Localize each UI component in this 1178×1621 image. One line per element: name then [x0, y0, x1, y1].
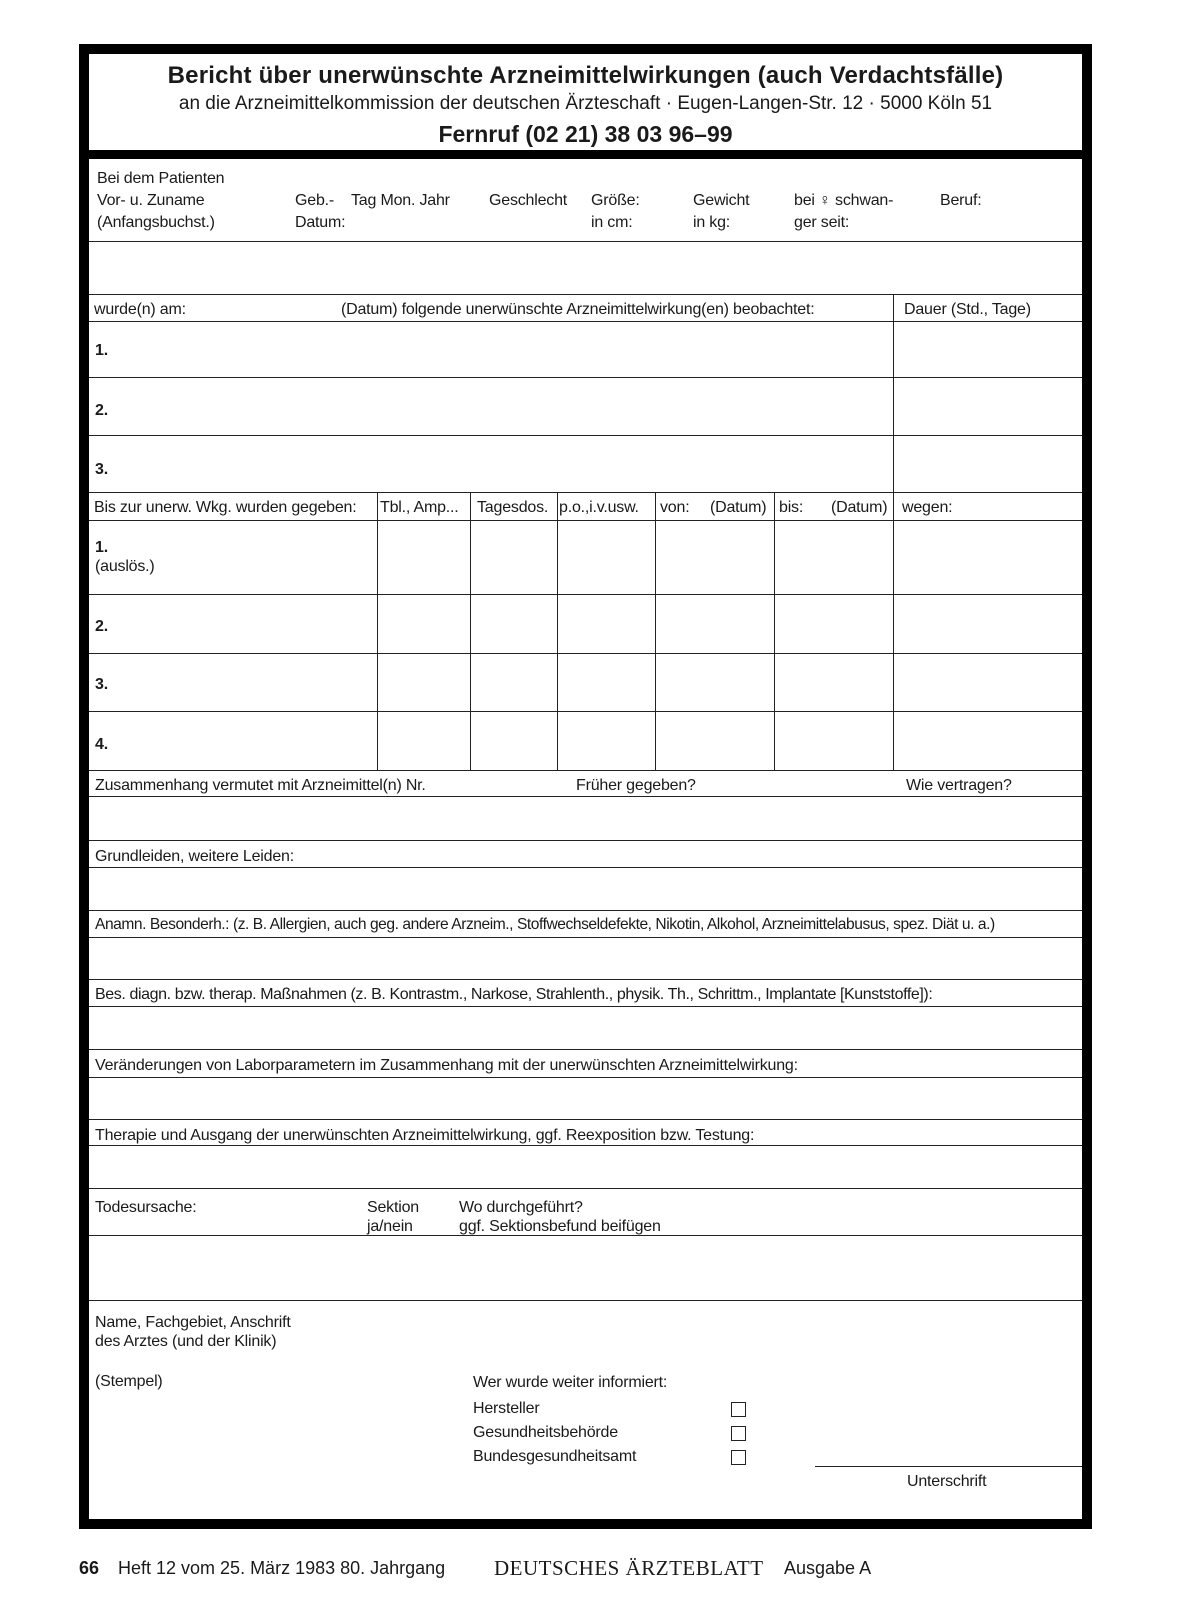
- drug-row-input-4[interactable]: [378, 712, 1082, 770]
- physician-label: Name, Fachgebiet, Anschrift: [95, 1314, 291, 1331]
- route-header: p.o.,i.v.usw.: [559, 499, 639, 516]
- drug-row-input-1[interactable]: [378, 521, 1082, 594]
- divider: [89, 910, 1082, 911]
- relation-input[interactable]: [89, 797, 1082, 840]
- federal-office-checkbox[interactable]: [731, 1450, 746, 1465]
- drugs-given-label: Bis zur unerw. Wkg. wurden gegeben:: [94, 499, 357, 516]
- lab-changes-input[interactable]: [89, 1078, 1082, 1119]
- earlier-given-label: Früher gegeben?: [576, 777, 696, 794]
- divider: [89, 1119, 1082, 1120]
- measures-input[interactable]: [89, 1007, 1082, 1049]
- suspected-drug-label: Zusammenhang vermutet mit Arzneimittel(n) Nr.: [95, 777, 426, 794]
- tolerated-label: Wie vertragen?: [906, 777, 1012, 794]
- drug-form-header: Tbl., Amp...: [380, 499, 459, 516]
- divider: [89, 770, 1082, 771]
- stamp-label: (Stempel): [95, 1373, 163, 1390]
- duration-input-3[interactable]: [894, 436, 1082, 492]
- height-unit: in cm:: [591, 214, 633, 231]
- divider: [89, 1300, 1082, 1301]
- daily-dose-header: Tagesdos.: [477, 499, 549, 516]
- death-input[interactable]: [89, 1236, 1082, 1300]
- drug-row-trigger-label: (auslös.): [95, 558, 155, 575]
- lab-changes-label: Veränderungen von Laborparametern im Zusammenhang mit der unerwünschten Arzneimittelwirkung:: [95, 1057, 798, 1074]
- duration-input-2[interactable]: [894, 378, 1082, 435]
- effect-row-number: 3.: [95, 461, 108, 478]
- effect-input-3[interactable]: [89, 436, 893, 492]
- patient-name-label: Vor- u. Zuname: [97, 192, 205, 209]
- autopsy-location-label: Wo durchgeführt?: [459, 1199, 583, 1216]
- patient-input-field[interactable]: [89, 242, 1082, 294]
- drug-row-number: 2.: [95, 618, 108, 635]
- effect-input-1[interactable]: [89, 322, 893, 377]
- drug-row-number: 4.: [95, 736, 108, 753]
- drug-row-number: 1.: [95, 539, 108, 556]
- effect-input-2[interactable]: [89, 378, 893, 435]
- autopsy-label: Sektion: [367, 1199, 419, 1216]
- drug-row-number: 3.: [95, 676, 108, 693]
- from-header: von:: [660, 499, 690, 516]
- patient-intro: Bei dem Patienten: [97, 170, 225, 187]
- duration-input-1[interactable]: [894, 322, 1082, 377]
- duration-label: Dauer (Std., Tage): [904, 301, 1031, 318]
- sex-label: Geschlecht: [489, 192, 568, 209]
- observed-date-label: wurde(n) am:: [94, 301, 186, 318]
- from-date-header: (Datum): [710, 499, 767, 516]
- drug-row-input-3[interactable]: [378, 654, 1082, 711]
- underlying-disease-input[interactable]: [89, 868, 1082, 910]
- cause-of-death-label: Todesursache:: [95, 1199, 197, 1216]
- physician-sublabel: des Arztes (und der Klinik): [95, 1333, 277, 1350]
- anamnesis-label: Anamn. Besonderh.: (z. B. Allergien, auch geg. andere Arzneim., Stoffwechseldefekte, Nikotin, Alkohol, Arzneimittelabusus, spez. Diät u. a.): [95, 916, 995, 933]
- patient-name-sublabel: (Anfangsbuchst.): [97, 214, 215, 231]
- height-label: Größe:: [591, 192, 640, 209]
- underlying-disease-label: Grundleiden, weitere Leiden:: [95, 848, 294, 865]
- signature-line: [815, 1466, 1082, 1467]
- effect-row-number: 1.: [95, 342, 108, 359]
- divider: [89, 979, 1082, 980]
- observed-effects-label: (Datum) folgende unerwünschte Arzneimittelwirkung(en) beobachtet:: [341, 301, 815, 318]
- manufacturer-checkbox[interactable]: [731, 1402, 746, 1417]
- signature-field[interactable]: [815, 1440, 1082, 1466]
- option-manufacturer-label: Hersteller: [473, 1400, 540, 1417]
- form-address: an die Arzneimittelkommission der deutschen Ärzteschaft · Eugen-Langen-Str. 12 · 5000 Köln 51: [178, 93, 993, 114]
- pregnancy-label: bei ♀ schwan-: [794, 192, 894, 209]
- divider: [89, 840, 1082, 841]
- therapy-outcome-label: Therapie und Ausgang der unerwünschten Arzneimittelwirkung, ggf. Reexposition bzw. Testung:: [95, 1127, 755, 1144]
- reason-header: wegen:: [902, 499, 953, 516]
- therapy-outcome-input[interactable]: [89, 1146, 1082, 1188]
- weight-unit: in kg:: [693, 214, 731, 231]
- divider: [89, 294, 1082, 295]
- health-authority-checkbox[interactable]: [731, 1426, 746, 1441]
- drug-row-input-2[interactable]: [378, 595, 1082, 653]
- header-divider: [89, 150, 1082, 159]
- birth-date-label: Geb.-: [295, 192, 335, 209]
- form-title: Bericht über unerwünschte Arzneimittelwirkungen (auch Verdachtsfälle): [167, 62, 1004, 89]
- birth-date-sublabel: Datum:: [295, 214, 346, 231]
- option-federal-office-label: Bundesgesundheitsamt: [473, 1448, 637, 1465]
- form-phone: Fernruf (02 21) 38 03 96–99: [438, 121, 733, 147]
- signature-label: Unterschrift: [907, 1473, 987, 1490]
- issue-info: Heft 12 vom 25. März 1983 80. Jahrgang: [118, 1558, 446, 1578]
- divider: [89, 492, 1082, 493]
- pregnancy-sublabel: ger seit:: [794, 214, 850, 231]
- informed-label: Wer wurde weiter informiert:: [473, 1374, 668, 1391]
- journal-name: DEUTSCHES ÄRZTEBLATT: [494, 1556, 764, 1580]
- divider: [89, 1049, 1082, 1050]
- autopsy-yes-no: ja/nein: [367, 1218, 413, 1235]
- option-health-authority-label: Gesundheitsbehörde: [473, 1424, 618, 1441]
- to-date-header: (Datum): [831, 499, 888, 516]
- to-header: bis:: [779, 499, 804, 516]
- divider: [89, 1188, 1082, 1189]
- weight-label: Gewicht: [693, 192, 750, 209]
- anamnesis-input[interactable]: [89, 938, 1082, 979]
- measures-label: Bes. diagn. bzw. therap. Maßnahmen (z. B. Kontrastm., Narkose, Strahlenth., physik. Th., Schrittm., Implantate [Kunststoffe]):: [95, 986, 933, 1003]
- effect-row-number: 2.: [95, 402, 108, 419]
- page-number: 66: [79, 1558, 100, 1578]
- occupation-label: Beruf:: [940, 192, 982, 209]
- autopsy-report-note: ggf. Sektionsbefund beifügen: [459, 1218, 661, 1235]
- edition-label: Ausgabe A: [784, 1558, 872, 1578]
- birth-date-parts: Tag Mon. Jahr: [351, 192, 450, 209]
